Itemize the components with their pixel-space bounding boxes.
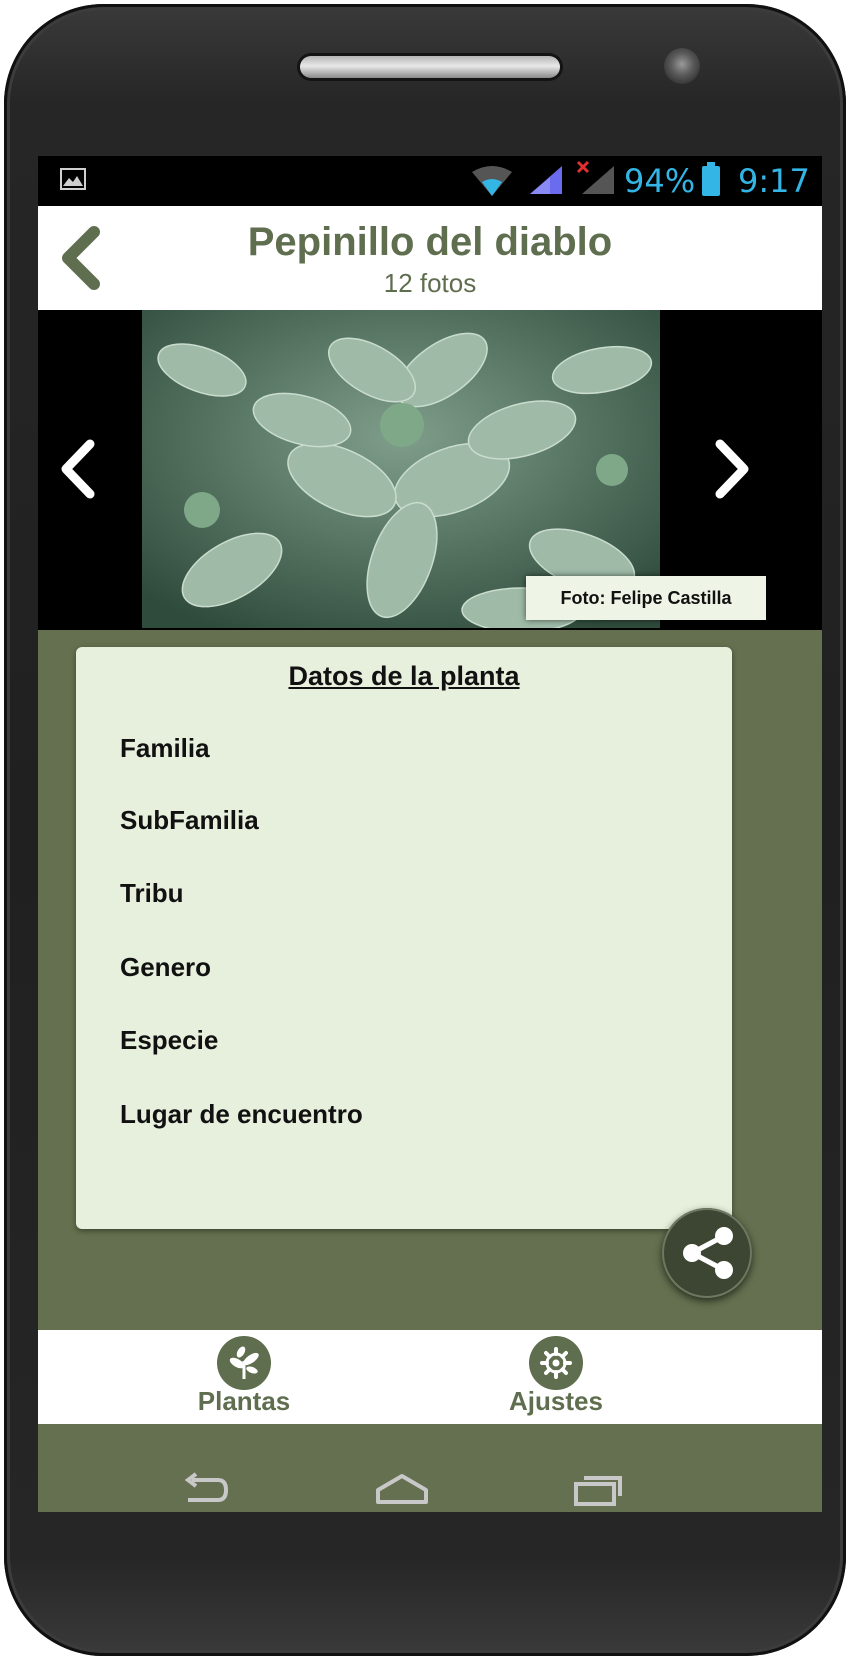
previous-photo-icon[interactable]	[56, 434, 102, 504]
home-icon[interactable]	[374, 1472, 430, 1508]
earpiece-speaker	[300, 56, 560, 78]
nav-item-plantas[interactable]	[164, 1336, 324, 1424]
front-camera	[664, 48, 700, 84]
card-title: Datos de la planta	[288, 661, 520, 691]
photo-gallery	[38, 310, 822, 630]
field-subfamilia: SubFamilia	[120, 805, 259, 835]
recent-apps-icon[interactable]	[572, 1472, 624, 1508]
share-button[interactable]	[662, 1208, 752, 1298]
battery-percent: 94%	[624, 162, 696, 200]
system-navigation	[38, 1444, 822, 1532]
field-especie: Especie	[120, 1025, 219, 1055]
status-bar	[38, 156, 822, 206]
plant-icon	[217, 1336, 271, 1390]
signal-icon	[528, 164, 564, 196]
signal-no-sim-icon	[576, 160, 616, 196]
wifi-icon	[470, 166, 514, 198]
field-familia: Familia	[120, 733, 210, 763]
battery-icon	[702, 166, 720, 196]
screen	[38, 156, 822, 1512]
page-title: Pepinillo del diablo	[247, 220, 613, 264]
nav-label-ajustes: Ajustes	[509, 1386, 603, 1416]
phone-frame	[4, 4, 846, 1656]
back-icon[interactable]	[178, 1472, 230, 1508]
field-lugar-de-encuentro: Lugar de encuentro	[120, 1099, 363, 1129]
clock: 9:17	[738, 162, 810, 200]
image-icon	[60, 168, 86, 190]
nav-label-plantas: Plantas	[197, 1386, 291, 1416]
title-bar	[38, 206, 822, 310]
photo-credit: Foto: Felipe Castilla	[526, 576, 766, 620]
plant-data-card	[76, 647, 732, 1229]
field-tribu: Tribu	[120, 878, 184, 908]
photo-count: 12 fotos	[383, 268, 477, 298]
next-photo-icon[interactable]	[708, 434, 754, 504]
share-icon	[676, 1222, 738, 1284]
bottom-navigation	[38, 1330, 822, 1424]
field-genero: Genero	[120, 952, 212, 982]
nav-item-ajustes[interactable]	[476, 1336, 636, 1424]
gear-icon	[529, 1336, 583, 1390]
